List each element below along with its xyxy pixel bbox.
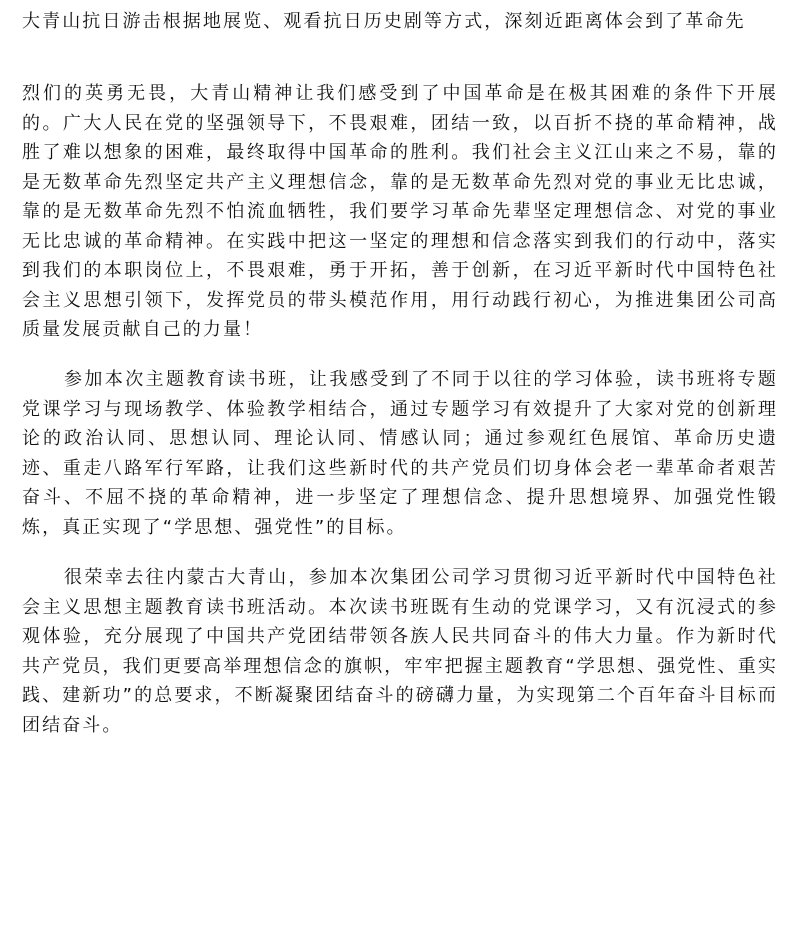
paragraph-study-experience: 参加本次主题教育读书班，让我感受到了不同于以往的学习体验，读书班将专题党课学习与现场教学、体验教学相结合，通过专题学习有效提升了大家对党的创新理论的政治认同、思想认同、理论认同、情感认同；通过参观红色展馆、革命历史遗迹、重走八路军行军路，让我们这些新时代的共产党员们切身体会老一辈革命者艰苦奋斗、不屈不挠的革命精神，进一步坚定了理想信念、提升思想境界、加强党性锻炼，真正实现了“学思想、强党性”的目标。 xyxy=(22,369,778,538)
paragraph-continued-top: 大青山抗日游击根据地展览、观看抗日历史剧等方式，深刻近距离体会到了革命先 xyxy=(22,11,746,32)
paragraph-revolutionary-spirit: 烈们的英勇无畏，大青山精神让我们感受到了中国革命是在极其困难的条件下开展的。广大人民在党的坚强领导下，不畏艰难，团结一致，以百折不挠的革命精神，战胜了难以想象的困难，最终取得中国革命的胜利。我们社会主义江山来之不易，靠的是无数革命先烈坚定共产主义理想信念，靠的是无数革命先烈对党的事业无比忠诚，靠的是无数革命先烈不怕流血牺牲，我们要学习革命先辈坚定理想信念、对党的事业无比忠诚的革命精神。在实践中把这一坚定的理想和信念落实到我们的行动中，落实到我们的本职岗位上，不畏艰难，勇于开拓，善于创新，在习近平新时代中国特色社会主义思想引领下，发挥党员的带头模范作用，用行动践行初心，为推进集团公司高质量发展贡献自己的力量！ xyxy=(22,83,778,340)
paragraph-conclusion: 很荣幸去往内蒙古大青山，参加本次集团公司学习贯彻习近平新时代中国特色社会主义思想主题教育读书班活动。本次读书班既有生动的党课学习，又有沉浸式的参观体验，充分展现了中国共产党团结带领各族人民共同奋斗的伟大力量。作为新时代共产党员，我们更要高举理想信念的旗帜，牢牢把握主题教育“学思想、强党性、重实践、建新功”的总要求，不断凝聚团结奋斗的磅礴力量，为实现第二个百年奋斗目标而团结奋斗。 xyxy=(22,567,778,736)
